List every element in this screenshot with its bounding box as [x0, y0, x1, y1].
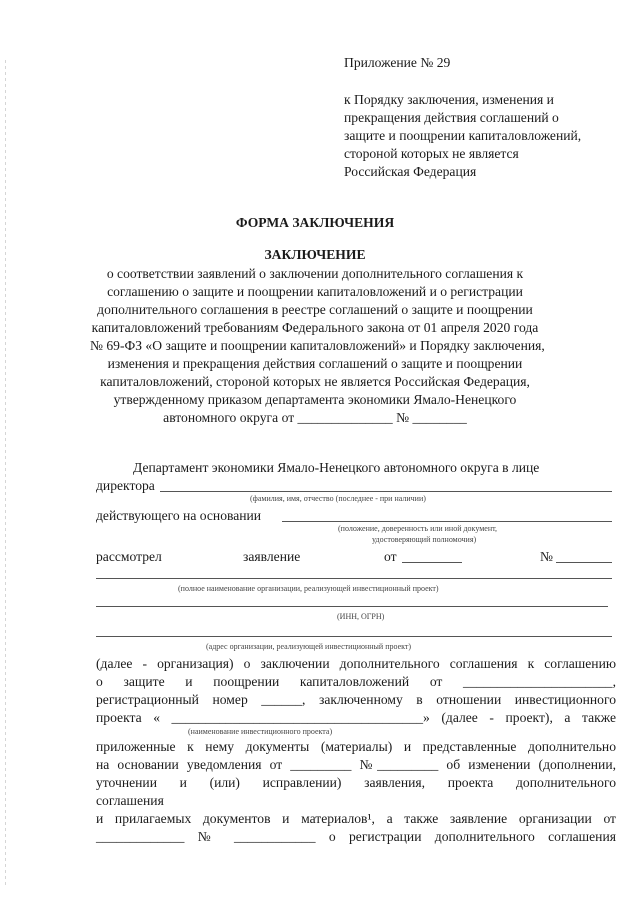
- subtitle-line: автономного округа от ______________ № ________: [163, 410, 467, 425]
- subtitle-line: изменения и прекращения действия соглашений о защите и поощрении: [107, 356, 523, 371]
- subtitle-line: о соответствии заявлений о заключении дополнительного соглашения к: [106, 266, 524, 281]
- hint-org-name: (полное наименование организации, реализующей инвестиционный проект): [178, 584, 439, 593]
- appendix-number: Приложение № 29: [344, 55, 451, 70]
- appendix-line: прекращения действия соглашений о: [344, 110, 559, 125]
- document-title: ЗАКЛЮЧЕНИЕ: [264, 247, 366, 262]
- paragraph-line: проекта « _____________________________________» (далее - проект), а также: [96, 710, 616, 725]
- form-title: ФОРМА ЗАКЛЮЧЕНИЯ: [235, 215, 395, 230]
- subtitle-line: утвержденному приказом департамента экономики Ямало-Ненецкого: [113, 392, 517, 407]
- intro-text: Департамент экономики Ямало-Ненецкого автономного округа в лице: [133, 460, 540, 475]
- date-line: [402, 562, 462, 563]
- address-line: [96, 636, 612, 637]
- paragraph-line: регистрационный номер ______, заключенному в отношении инвестиционного: [96, 692, 616, 707]
- subtitle-line: капиталовложений требованиям Федерального закона от 01 апреля 2020 года: [91, 320, 539, 335]
- paragraph-line: (далее - организация) о заключении дополнительного соглашения к соглашению: [96, 656, 616, 671]
- paragraph-line: соглашения: [96, 793, 164, 808]
- subtitle-line: № 69-ФЗ «О защите и поощрении капиталовложений» и Порядку заключения,: [90, 338, 545, 353]
- subtitle-line: дополнительного соглашения в реестре соглашений о защите и поощрении: [97, 302, 533, 317]
- director-label: директора: [96, 478, 155, 493]
- paragraph-line: на основании уведомления от _________ №_________ об изменении (дополнении,: [96, 757, 616, 772]
- paragraph-line: уточнении и (или) исправлении) заявления, проекта дополнительного: [96, 775, 616, 790]
- number-line: [556, 562, 612, 563]
- director-name-line: [160, 491, 612, 492]
- subtitle-line: соглашению о защите и поощрении капиталовложений и о регистрации: [107, 284, 523, 299]
- hint-basis: (положение, доверенность или иной документ,: [338, 524, 498, 533]
- appendix-line: к Порядку заключения, изменения и: [344, 92, 554, 107]
- basis-label: действующего на основании: [96, 508, 262, 523]
- reviewed-word: №: [540, 549, 553, 564]
- reviewed-word: от: [384, 549, 397, 564]
- paragraph-line: о защите и поощрении капиталовложений от ______________________,: [96, 674, 616, 689]
- hint-fio: (фамилия, имя, отчество (последнее - при наличии): [250, 494, 426, 503]
- reviewed-word: рассмотрел: [96, 549, 162, 564]
- hint-basis: удостоверяющий полномочия): [372, 535, 477, 544]
- org-name-line: [96, 578, 612, 579]
- hint-address: (адрес организации, реализующей инвестиционный проект): [206, 642, 412, 651]
- paragraph-line: _____________ № ____________ о регистрации дополнительного соглашения: [96, 829, 616, 844]
- basis-line: [282, 521, 612, 522]
- paragraph-line: и прилагаемых документов и материалов¹, а также заявление организации от: [96, 811, 616, 826]
- hint-inn: (ИНН, ОГРН): [337, 612, 385, 621]
- appendix-line: защите и поощрении капиталовложений,: [344, 128, 582, 143]
- paragraph-line: приложенные к нему документы (материалы) и представленные дополнительно: [96, 739, 616, 754]
- hint-project: (наименование инвестиционного проекта): [188, 727, 333, 736]
- reviewed-word: заявление: [243, 549, 301, 564]
- scan-edge: [5, 60, 6, 885]
- appendix-line: Российская Федерация: [344, 164, 477, 179]
- appendix-line: стороной которых не является: [344, 146, 519, 161]
- inn-line: [96, 606, 608, 607]
- subtitle-line: капиталовложений, стороной которых не является Российская Федерация,: [100, 374, 530, 389]
